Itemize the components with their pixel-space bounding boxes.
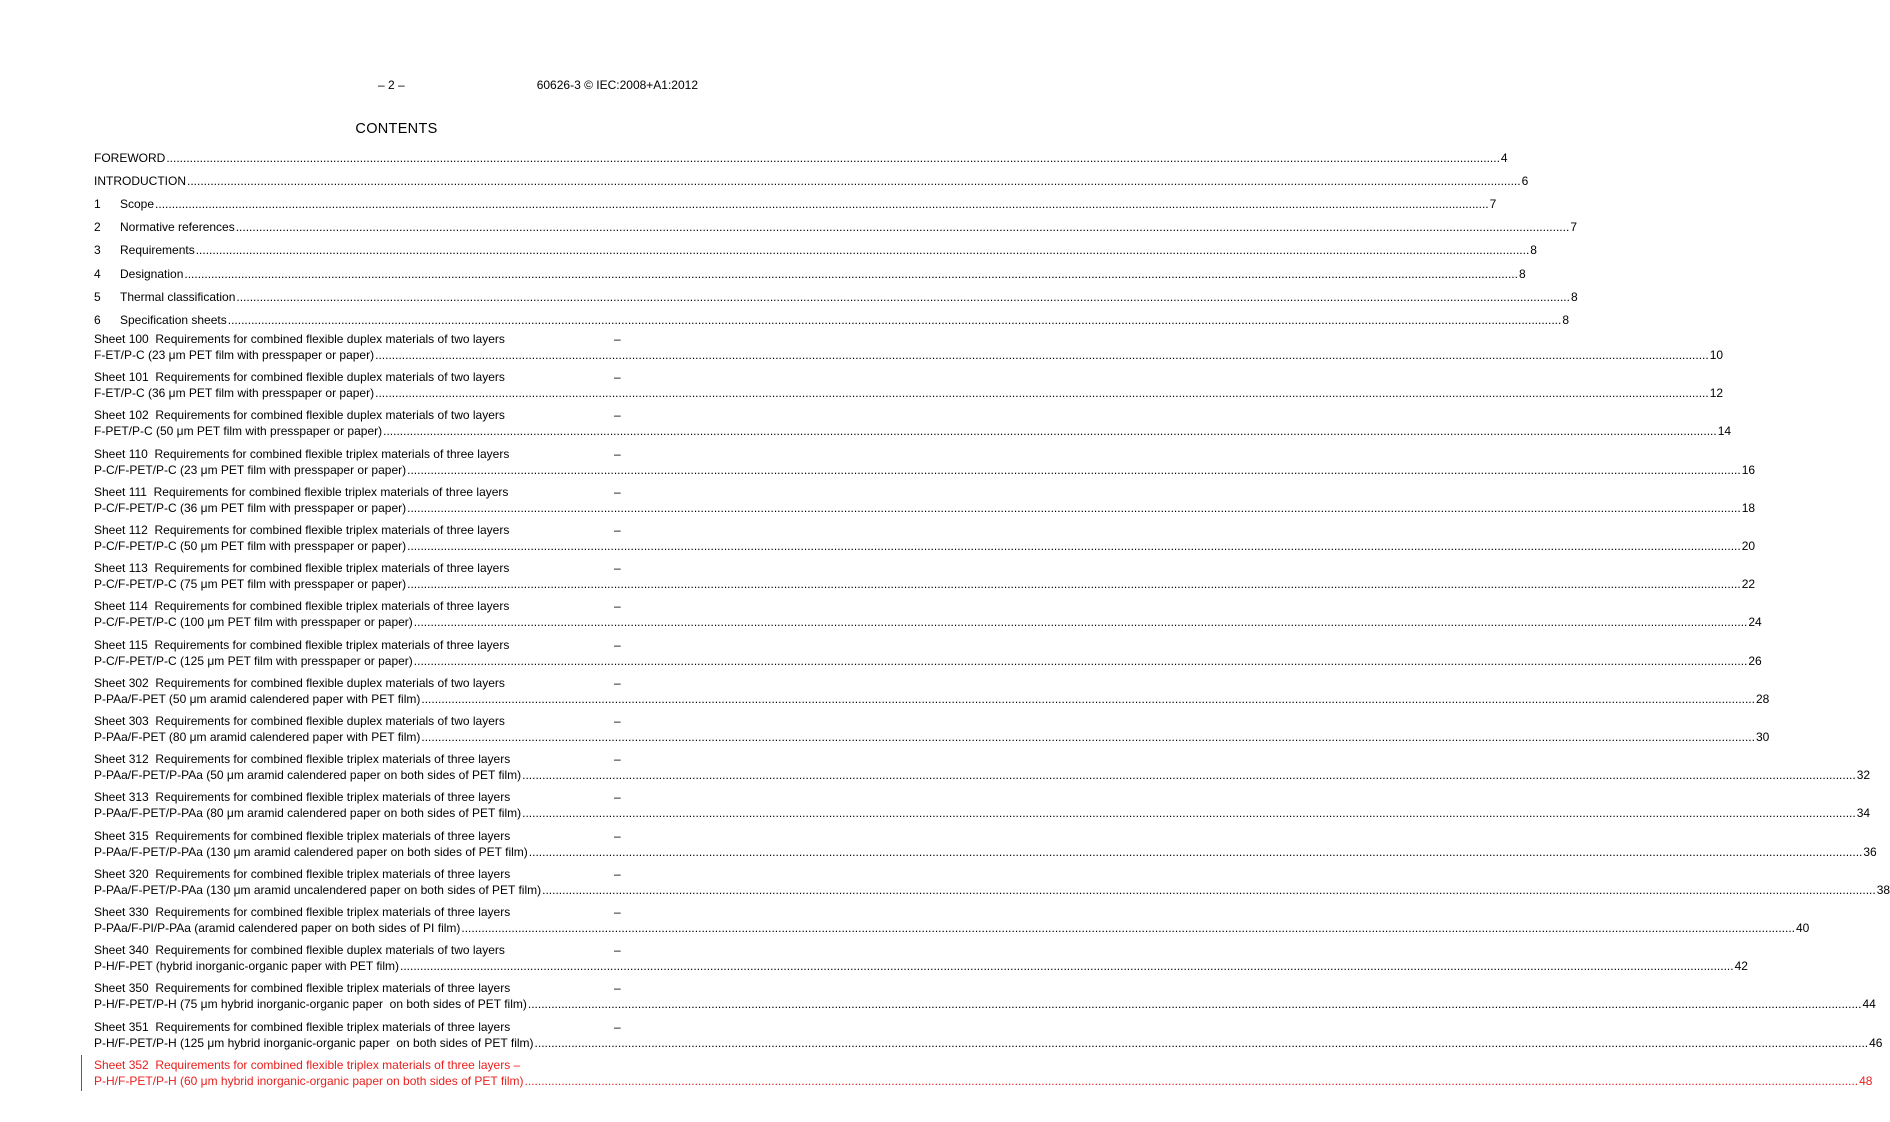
sheet-description-line: [94, 958, 1748, 974]
sheet-description: P-PAa/F-PET/P-PAa (130 μm aramid calendered paper on both sides of PET film): [94, 844, 528, 859]
sheet-description: P-PAa/F-PET/P-PAa (50 μm aramid calendered paper on both sides of PET film): [94, 768, 522, 783]
sheet-description: P-PAa/F-PET/P-PAa (80 μm aramid calendered paper on both sides of PET film): [94, 806, 522, 821]
page-header: [94, 78, 698, 94]
leader-dots: ................................................................................................................................................................................................................................................................................................................................................................................................................: [527, 997, 1862, 1012]
sheet-title-line: [94, 484, 698, 500]
dash-separator: –: [614, 408, 621, 423]
sheet-description-line: [94, 920, 1810, 936]
toc-sheet-entry[interactable]: [94, 446, 1756, 478]
sheet-title-line: [94, 904, 698, 920]
toc-sheet-entry[interactable]: [94, 980, 1876, 1012]
sheet-page: 40: [1795, 921, 1810, 935]
sheet-page: 18: [1741, 500, 1756, 515]
leader-dots: ................................................................................................................................................................................................................................................................................................................................................................................................................: [375, 348, 1709, 362]
dash-separator: –: [614, 332, 621, 346]
sheet-title-line: [94, 560, 698, 576]
sheet-description-line: [94, 996, 1876, 1012]
toc-entry-number: 4: [94, 267, 101, 281]
sheet-page: 48: [1859, 1073, 1873, 1088]
toc-entry-label: [94, 266, 183, 282]
toc-entry-page: 8: [1570, 290, 1578, 304]
leader-dots: ................................................................................................................................................................................................................................................................................................................................................................................................................: [413, 615, 1748, 630]
sheet-title-line: [94, 446, 698, 462]
leader-dots: ................................................................................................................................................................................................................................................................................................................................................................................................................: [542, 882, 1876, 897]
dash-separator: –: [614, 1019, 621, 1034]
sheet-title: Sheet 313 Requirements for combined flexible triplex materials of three layers: [94, 790, 511, 805]
toc-entry[interactable]: [94, 312, 1570, 328]
toc-entry-label: [94, 289, 235, 305]
toc-entry-title: INTRODUCTION: [94, 174, 186, 188]
sheet-description: P-H/F-PET/P-H (125 μm hybrid inorganic-organic paper on both sides of PET film): [94, 1035, 534, 1050]
toc-entry-label: [94, 173, 186, 189]
sheet-title-line: [94, 751, 698, 767]
sheet-description: P-PAa/F-PET/P-PAa (130 μm aramid uncalendered paper on both sides of PET film): [94, 882, 542, 897]
sheet-page: 42: [1734, 959, 1748, 974]
sheet-title-line: [94, 637, 698, 653]
sheet-title: Sheet 111 Requirements for combined flexible triplex materials of three layers: [94, 484, 509, 499]
sheet-title: Sheet 102 Requirements for combined flexible duplex materials of two layers: [94, 408, 505, 423]
dash-separator: –: [614, 599, 621, 614]
toc-sheet-entry[interactable]: [94, 407, 1732, 439]
sheet-page: 28: [1755, 691, 1770, 706]
leader-dots: ................................................................................................................................................................................................................................................................................................................................................................................................................: [187, 174, 1521, 188]
leader-dots: ................................................................................................................................................................................................................................................................................................................................................................................................................: [227, 313, 1562, 327]
leader-dots: ................................................................................................................................................................................................................................................................................................................................................................................................................: [375, 386, 1709, 401]
sheet-title: Sheet 312 Requirements for combined flexible triplex materials of three layers: [94, 752, 511, 767]
toc-sheet-entry[interactable]: [94, 675, 1770, 707]
leader-dots: ................................................................................................................................................................................................................................................................................................................................................................................................................: [400, 959, 1734, 974]
toc-sheet-entry[interactable]: [94, 1019, 1883, 1051]
sheet-title: Sheet 352 Requirements for combined flexible triplex materials of three layers –: [94, 1057, 521, 1072]
sheet-title-line: [94, 942, 698, 958]
leader-dots: ................................................................................................................................................................................................................................................................................................................................................................................................................: [522, 768, 1856, 783]
toc-entry-page: 4: [1500, 151, 1508, 165]
sheet-title-line: [94, 1019, 698, 1035]
toc-entry-number: 1: [94, 197, 101, 211]
sheet-description-line: [94, 767, 1871, 783]
sheet-description: P-H/F-PET/P-H (60 μm hybrid inorganic-organic paper on both sides of PET film): [94, 1073, 524, 1088]
toc-sheet-entry[interactable]: [94, 866, 1890, 898]
leader-dots: ................................................................................................................................................................................................................................................................................................................................................................................................................: [528, 844, 1863, 859]
sheet-description: F-ET/P-C (23 μm PET film with presspaper or paper): [94, 348, 375, 362]
sheet-description: P-C/F-PET/P-C (75 μm PET film with presspaper or paper): [94, 577, 407, 592]
sheet-page: 38: [1876, 882, 1890, 897]
sheet-description: P-C/F-PET/P-C (23 μm PET film with presspaper or paper): [94, 462, 407, 477]
sheet-description-line: [94, 347, 1724, 363]
sheet-description: P-C/F-PET/P-C (125 μm PET film with presspaper or paper): [94, 653, 413, 668]
sheet-title: Sheet 302 Requirements for combined flexible duplex materials of two layers: [94, 675, 505, 690]
sheet-title-line: [94, 789, 698, 805]
sheet-title-line: [94, 598, 698, 614]
dash-separator: –: [614, 484, 621, 499]
dash-separator: –: [614, 370, 621, 385]
toc-entry[interactable]: [94, 289, 1578, 305]
toc-entry-number: 2: [94, 220, 101, 234]
sheet-description-line: [94, 538, 1756, 554]
sheet-title: Sheet 112 Requirements for combined flexible triplex materials of three layers: [94, 523, 510, 537]
toc-entry-title: Designation: [120, 267, 184, 281]
sheet-title-line: [94, 866, 698, 882]
toc-entry-page: 8: [1562, 313, 1570, 327]
leader-dots: ................................................................................................................................................................................................................................................................................................................................................................................................................: [195, 243, 1530, 257]
toc-entry-label: [94, 312, 227, 328]
leader-dots: ................................................................................................................................................................................................................................................................................................................................................................................................................: [407, 500, 1741, 515]
leader-dots: ................................................................................................................................................................................................................................................................................................................................................................................................................: [421, 691, 1755, 706]
dash-separator: –: [614, 790, 621, 805]
sheet-title: Sheet 100 Requirements for combined flexible duplex materials of two layers: [94, 332, 505, 346]
sheet-title: Sheet 340 Requirements for combined flexible duplex materials of two layers: [94, 943, 505, 958]
sheet-description: F-PET/P-C (50 μm PET film with presspaper or paper): [94, 424, 383, 439]
toc-sheet-entry[interactable]: [94, 828, 1877, 860]
sheet-title: Sheet 113 Requirements for combined flexible triplex materials of three layers: [94, 561, 510, 576]
sheet-description-line: [94, 1035, 1883, 1051]
toc-sheet-entry[interactable]: [94, 942, 1748, 974]
sheet-description: P-PAa/F-PET (50 μm aramid calendered paper with PET film): [94, 691, 421, 706]
sheet-title-line: [94, 407, 698, 423]
sheet-page: 32: [1856, 768, 1871, 783]
sheet-description-line: [94, 423, 1732, 439]
leader-dots: ................................................................................................................................................................................................................................................................................................................................................................................................................: [407, 462, 1741, 477]
toc-entry-number: 6: [94, 313, 101, 327]
toc-entry[interactable]: [94, 242, 1537, 258]
leader-dots: ................................................................................................................................................................................................................................................................................................................................................................................................................: [421, 730, 1755, 744]
dash-separator: –: [614, 943, 621, 958]
sheet-page: 16: [1741, 462, 1756, 477]
toc-entry-label: [94, 196, 154, 212]
toc-sheet-entry[interactable]: [94, 1057, 1873, 1089]
dash-separator: –: [614, 446, 621, 461]
dash-separator: –: [614, 637, 621, 652]
sheet-description-line: [94, 500, 1756, 516]
toc-entry-title: FOREWORD: [94, 151, 166, 165]
leader-dots: ................................................................................................................................................................................................................................................................................................................................................................................................................: [407, 539, 1741, 553]
dash-separator: –: [614, 752, 621, 767]
toc-sheet-entry[interactable]: [94, 331, 1724, 363]
sheet-title: Sheet 115 Requirements for combined flexible triplex materials of three layers: [94, 637, 510, 652]
standard-reference: 60626-3 © IEC:2008+A1:2012: [536, 78, 698, 92]
toc-entry-title: Thermal classification: [120, 290, 236, 304]
sheet-title: Sheet 315 Requirements for combined flexible triplex materials of three layers: [94, 828, 511, 843]
toc-entry[interactable]: [94, 266, 1526, 282]
dash-separator: –: [614, 866, 621, 881]
sheet-description: P-C/F-PET/P-C (100 μm PET film with presspaper or paper): [94, 615, 413, 630]
leader-dots: ................................................................................................................................................................................................................................................................................................................................................................................................................: [522, 806, 1856, 821]
leader-dots: ................................................................................................................................................................................................................................................................................................................................................................................................................: [524, 1073, 1859, 1088]
toc-sheet-entry[interactable]: [94, 598, 1762, 630]
sheet-description-line: [94, 576, 1756, 592]
sheet-page: 34: [1856, 806, 1871, 821]
sheet-page: 36: [1863, 844, 1877, 859]
sheet-title: Sheet 350 Requirements for combined flexible triplex materials of three layers: [94, 981, 511, 996]
sheet-description: P-PAa/F-PI/P-PAa (aramid calendered paper on both sides of PI film): [94, 921, 461, 935]
dash-separator: –: [614, 905, 621, 919]
sheet-title-line: [94, 828, 698, 844]
sheet-title: Sheet 101 Requirements for combined flexible duplex materials of two layers: [94, 370, 505, 385]
sheet-description-line: [94, 1073, 1873, 1089]
toc-entry-title: Requirements: [120, 243, 195, 257]
sheet-description-line: [94, 729, 1770, 745]
sheet-description: P-C/F-PET/P-C (50 μm PET film with presspaper or paper): [94, 539, 407, 553]
dash-separator: –: [614, 714, 621, 728]
sheet-title: Sheet 330 Requirements for combined flexible triplex materials of three layers: [94, 905, 511, 919]
sheet-title-line: [94, 331, 698, 347]
leader-dots: ................................................................................................................................................................................................................................................................................................................................................................................................................: [461, 921, 1795, 935]
sheet-title: Sheet 110 Requirements for combined flexible triplex materials of three layers: [94, 446, 510, 461]
sheet-title-line: [94, 675, 698, 691]
sheet-title: Sheet 320 Requirements for combined flexible triplex materials of three layers: [94, 866, 511, 881]
leader-dots: ................................................................................................................................................................................................................................................................................................................................................................................................................: [184, 267, 1518, 281]
dash-separator: –: [614, 523, 621, 537]
page-number: – 2 –: [378, 78, 405, 92]
toc-sheet-entry[interactable]: [94, 713, 1770, 745]
toc-sheet-entry[interactable]: [94, 484, 1756, 516]
toc-entry[interactable]: [94, 150, 1508, 166]
toc-sheet-entry[interactable]: [94, 522, 1756, 554]
leader-dots: ................................................................................................................................................................................................................................................................................................................................................................................................................: [413, 653, 1748, 668]
toc-entry-title: Normative references: [120, 220, 235, 234]
sheet-page: 20: [1741, 539, 1756, 553]
sheet-description: P-H/F-PET (hybrid inorganic-organic paper with PET film): [94, 959, 399, 974]
dash-separator: –: [614, 828, 621, 843]
sheet-description-line: [94, 653, 1762, 669]
toc-entry-label: [94, 150, 165, 166]
leader-dots: ................................................................................................................................................................................................................................................................................................................................................................................................................: [155, 197, 1489, 211]
toc-entry-page: 8: [1530, 243, 1537, 257]
sheet-title-line: [94, 1057, 698, 1073]
toc-entry-label: [94, 219, 235, 235]
sheet-description-line: [94, 614, 1762, 630]
sheet-page: 14: [1717, 424, 1732, 439]
sheet-description-line: [94, 385, 1724, 401]
dash-separator: –: [614, 675, 621, 690]
sheet-description: P-PAa/F-PET (80 μm aramid calendered paper with PET film): [94, 730, 421, 744]
sheet-title: Sheet 303 Requirements for combined flexible duplex materials of two layers: [94, 714, 505, 728]
toc-entry-label: [94, 242, 195, 258]
toc-sheet-entry[interactable]: [94, 637, 1762, 669]
leader-dots: ................................................................................................................................................................................................................................................................................................................................................................................................................: [235, 220, 1570, 234]
sheet-page: 46: [1869, 1035, 1883, 1050]
sheet-description-line: [94, 844, 1877, 860]
toc-sheet-entry[interactable]: [94, 904, 1810, 936]
contents-title: CONTENTS: [355, 121, 438, 137]
sheet-page: 24: [1748, 615, 1762, 630]
toc-sheet-entry[interactable]: [94, 751, 1871, 783]
toc-entry-page: 6: [1521, 174, 1529, 188]
toc-entry-page: 7: [1570, 220, 1577, 234]
leader-dots: ................................................................................................................................................................................................................................................................................................................................................................................................................: [236, 290, 1570, 304]
toc-entry[interactable]: [94, 196, 1497, 212]
leader-dots: ................................................................................................................................................................................................................................................................................................................................................................................................................: [407, 577, 1741, 592]
toc-entry[interactable]: [94, 173, 1529, 189]
toc-entry-title: Scope: [120, 197, 155, 211]
toc-entry-page: 7: [1489, 197, 1497, 211]
sheet-title-line: [94, 713, 698, 729]
leader-dots: ................................................................................................................................................................................................................................................................................................................................................................................................................: [534, 1035, 1869, 1050]
sheet-description: F-ET/P-C (36 μm PET film with presspaper or paper): [94, 386, 375, 401]
sheet-page: 30: [1755, 730, 1770, 744]
sheet-title: Sheet 114 Requirements for combined flexible triplex materials of three layers: [94, 599, 510, 614]
sheet-title-line: [94, 522, 698, 538]
toc-entry-page: 8: [1518, 267, 1526, 281]
toc-entry-number: 5: [94, 290, 101, 304]
sheet-page: 10: [1709, 348, 1724, 362]
sheet-description-line: [94, 462, 1756, 478]
dash-separator: –: [614, 981, 621, 996]
sheet-page: 44: [1862, 997, 1876, 1012]
sheet-page: 26: [1748, 653, 1762, 668]
toc-sheet-entry[interactable]: [94, 560, 1756, 592]
leader-dots: ................................................................................................................................................................................................................................................................................................................................................................................................................: [166, 151, 1500, 165]
toc-sheet-entry[interactable]: [94, 369, 1724, 401]
amendment-change-bar: [81, 1055, 82, 1091]
sheet-page: 22: [1741, 577, 1756, 592]
toc-entry[interactable]: [94, 219, 1577, 235]
sheet-title: Sheet 351 Requirements for combined flexible triplex materials of three layers: [94, 1019, 511, 1034]
dash-separator: –: [614, 561, 621, 576]
sheet-title-line: [94, 369, 698, 385]
sheet-description-line: [94, 805, 1871, 821]
sheet-description: P-C/F-PET/P-C (36 μm PET film with presspaper or paper): [94, 500, 407, 515]
toc-entry-number: 3: [94, 243, 101, 257]
toc-entry-title: Specification sheets: [120, 313, 227, 327]
sheet-description-line: [94, 882, 1890, 898]
leader-dots: ................................................................................................................................................................................................................................................................................................................................................................................................................: [383, 424, 1717, 439]
sheet-description: P-H/F-PET/P-H (75 μm hybrid inorganic-organic paper on both sides of PET film): [94, 997, 527, 1012]
sheet-title-line: [94, 980, 698, 996]
toc-sheet-entry[interactable]: [94, 789, 1871, 821]
sheet-page: 12: [1709, 386, 1724, 401]
sheet-description-line: [94, 691, 1770, 707]
